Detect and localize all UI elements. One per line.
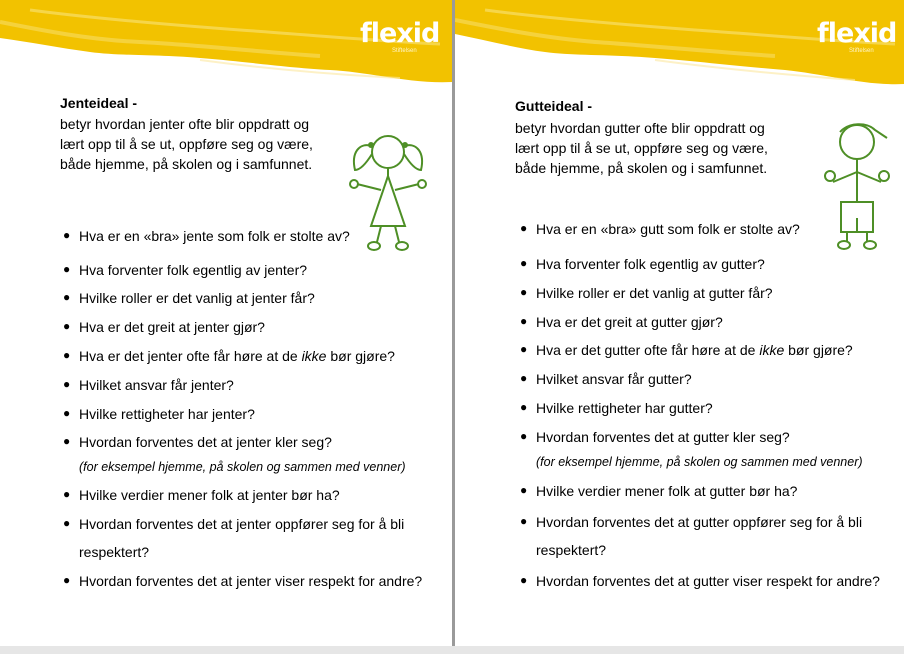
page-title: Jenteideal - (60, 95, 138, 111)
question-item: ● Hvilke rettigheter har jenter? (63, 406, 255, 422)
question-item: ● Hvordan forventes det at jenter oppfører seg for å bli (63, 516, 405, 532)
question-note: (for eksempel hjemme, på skolen og sammen med venner) (536, 455, 863, 469)
page-jenteideal (0, 0, 452, 646)
question-item: ● Hva er det greit at jenter gjør? (63, 319, 265, 335)
question-item: ● Hva er en «bra» jente som folk er stolte av? (63, 228, 350, 244)
flexid-logo: flexid (360, 18, 440, 49)
question-item: ● Hvordan forventes det at gutter viser respekt for andre? (520, 573, 880, 589)
question-item: ● Hvilke roller er det vanlig at gutter får? (520, 285, 773, 301)
question-item: ● Hva forventer folk egentlig av gutter? (520, 256, 765, 272)
intro-text: betyr hvordan jenter ofte blir oppdratt og lært opp til å se ut, oppføre seg og være, både hjemme, på skolen og i samfunnet. (60, 116, 313, 172)
question-item: ● Hvilke verdier mener folk at gutter bør ha? (520, 483, 798, 499)
question-item: ● Hva er en «bra» gutt som folk er stolte av? (520, 221, 800, 237)
question-item: ● Hva er det greit at gutter gjør? (520, 314, 723, 330)
flexid-logo-sub: Stiftelsen (849, 48, 874, 54)
question-item: ● Hvilke rettigheter har gutter? (520, 400, 713, 416)
question-item: ● Hvordan forventes det at gutter kler seg? (520, 429, 790, 445)
question-item: ● Hva er det jenter ofte får høre at de ikke bør gjøre? (63, 348, 395, 364)
question-item: ● Hvilket ansvar får gutter? (520, 371, 692, 387)
question-item: ● Hva forventer folk egentlig av jenter? (63, 262, 308, 278)
question-item: ● Hvilket ansvar får jenter? (63, 377, 234, 393)
boy-stick-figure-icon (823, 118, 893, 250)
flexid-logo-sub: Stiftelsen (392, 48, 417, 54)
question-continuation: respektert? (79, 544, 150, 560)
question-item: ● Hvilke verdier mener folk at jenter bør ha? (63, 487, 340, 503)
question-item: ● Hvordan forventes det at jenter viser respekt for andre? (63, 573, 423, 589)
page-title: Gutteideal - (515, 98, 593, 114)
question-item: ● Hva er det gutter ofte får høre at de ikke bør gjøre? (520, 342, 853, 358)
window-bottom-strip (0, 646, 904, 654)
page-gutteideal (455, 0, 904, 646)
question-item: ● Hvordan forventes det at jenter kler seg? (63, 434, 332, 450)
question-note: (for eksempel hjemme, på skolen og sammen med venner) (79, 460, 406, 474)
flexid-logo: flexid (817, 18, 897, 49)
question-item: ● Hvilke roller er det vanlig at jenter får? (63, 290, 315, 306)
intro-text: betyr hvordan gutter ofte blir oppdratt og lært opp til å se ut, oppføre seg og være, både hjemme, på skolen og i samfunnet. (515, 120, 768, 176)
question-item: ● Hvordan forventes det at gutter oppfører seg for å bli (520, 514, 863, 530)
girl-stick-figure-icon (345, 128, 430, 253)
question-continuation: respektert? (536, 542, 607, 558)
